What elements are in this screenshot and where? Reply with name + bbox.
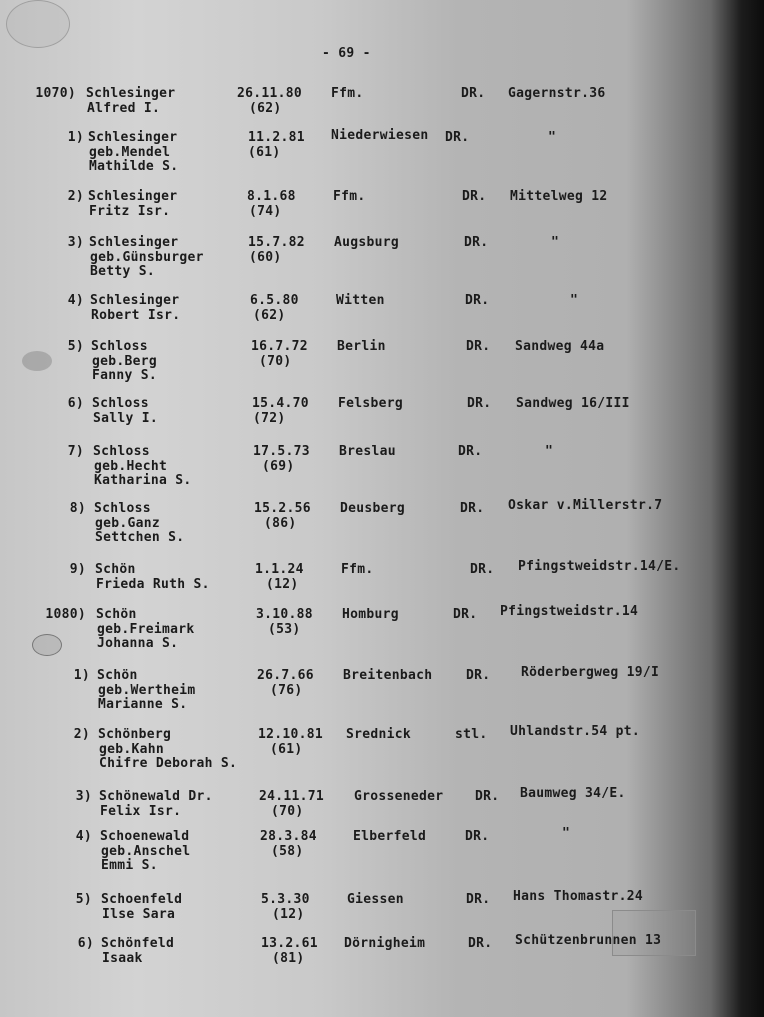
address: Pfingstweidstr.14/E. (518, 559, 681, 574)
status: DR. (468, 936, 493, 951)
birth-place: Niederwiesen (331, 128, 429, 143)
person-name-line: Schönfeld (101, 936, 175, 951)
age: (76) (270, 683, 303, 698)
person-name-line: Isaak (102, 951, 143, 966)
entry-number: 1) (73, 668, 90, 683)
entry-number: 3) (67, 235, 84, 250)
person-name-line: Schön (96, 607, 137, 622)
age: (74) (249, 204, 282, 219)
status: DR. (475, 789, 500, 804)
ink-blot-left-lower (32, 634, 62, 656)
person-name-line: Alfred I. (87, 101, 161, 116)
birth-place: Breitenbach (343, 668, 433, 683)
person-name-line: Schlesinger (89, 235, 179, 250)
person-name-line: Marianne S. (98, 697, 188, 712)
status: DR. (465, 829, 490, 844)
birth-place: Elberfeld (353, 829, 427, 844)
person-name-line: Schönewald Dr. (99, 789, 213, 804)
person-name-line: Schönberg (98, 727, 172, 742)
entry-number: 6) (77, 936, 94, 951)
address: Röderbergweg 19/I (521, 665, 660, 680)
entry-number: 4) (67, 293, 84, 308)
person-name-line: Schoenfeld (101, 892, 183, 907)
birth-place: Grosseneder (354, 789, 444, 804)
person-name-line: Emmi S. (101, 858, 158, 873)
birth-date: 3.10.88 (256, 607, 313, 622)
person-name-line: Settchen S. (95, 530, 185, 545)
status: DR. (467, 396, 492, 411)
entry-number: 8) (69, 501, 86, 516)
person-name-line: geb.Kahn (99, 742, 165, 757)
birth-place: Witten (336, 293, 385, 308)
birth-place: Breslau (339, 444, 396, 459)
birth-date: 12.10.81 (258, 727, 324, 742)
person-name-line: Mathilde S. (89, 159, 179, 174)
person-name-line: Ilse Sara (102, 907, 176, 922)
status: DR. (466, 668, 491, 683)
person-name-line: Sally I. (93, 411, 159, 426)
age: (60) (249, 250, 282, 265)
person-name-line: Schlesinger (90, 293, 180, 308)
person-name-line: geb.Mendel (89, 145, 171, 160)
birth-place: Felsberg (338, 396, 404, 411)
birth-date: 8.1.68 (247, 189, 296, 204)
status: DR. (461, 86, 486, 101)
entry-number: 6) (67, 396, 84, 411)
address: Baumweg 34/E. (520, 786, 626, 801)
birth-place: Ffm. (333, 189, 366, 204)
status: stl. (455, 727, 488, 742)
address: " (562, 826, 571, 841)
age: (61) (270, 742, 303, 757)
person-name-line: geb.Ganz (95, 516, 161, 531)
status: DR. (462, 189, 487, 204)
person-name-line: Chifre Deborah S. (99, 756, 238, 771)
person-name-line: Betty S. (90, 264, 156, 279)
person-name-line: Fritz Isr. (89, 204, 171, 219)
person-name-line: geb.Wertheim (98, 683, 196, 698)
entry-number: 9) (69, 562, 86, 577)
status: DR. (458, 444, 483, 459)
age: (86) (264, 516, 297, 531)
birth-place: Srednick (346, 727, 412, 742)
birth-place: Deusberg (340, 501, 406, 516)
person-name-line: geb.Hecht (94, 459, 168, 474)
birth-date: 5.3.30 (261, 892, 310, 907)
birth-place: Ffm. (331, 86, 364, 101)
person-name-line: Robert Isr. (91, 308, 181, 323)
status: DR. (464, 235, 489, 250)
age: (70) (259, 354, 292, 369)
birth-date: 6.5.80 (250, 293, 299, 308)
person-name-line: Schlesinger (88, 189, 178, 204)
person-name-line: Schloss (94, 501, 151, 516)
entry-number: 5) (67, 339, 84, 354)
birth-date: 13.2.61 (261, 936, 318, 951)
age: (61) (248, 145, 281, 160)
status: DR. (470, 562, 495, 577)
birth-date: 28.3.84 (260, 829, 317, 844)
entry-number: 7) (67, 444, 84, 459)
person-name-line: Schön (95, 562, 136, 577)
birth-date: 16.7.72 (251, 339, 308, 354)
birth-date: 1.1.24 (255, 562, 304, 577)
birth-date: 15.4.70 (252, 396, 309, 411)
age: (58) (271, 844, 304, 859)
birth-place: Ffm. (341, 562, 374, 577)
status: DR. (466, 892, 491, 907)
person-name-line: Schloss (93, 444, 150, 459)
address: Schützenbrunnen 13 (515, 933, 662, 948)
birth-date: 15.2.56 (254, 501, 311, 516)
entry-number: 1070) (35, 86, 76, 101)
person-name-line: Schön (97, 668, 138, 683)
status: DR. (466, 339, 491, 354)
entry-number: 2) (67, 189, 84, 204)
age: (72) (253, 411, 286, 426)
age: (69) (262, 459, 295, 474)
address: Gagernstr.36 (508, 86, 606, 101)
person-name-line: geb.Freimark (97, 622, 195, 637)
address: Hans Thomastr.24 (513, 889, 644, 904)
person-name-line: geb.Berg (92, 354, 158, 369)
birth-place: Homburg (342, 607, 399, 622)
birth-date: 17.5.73 (253, 444, 310, 459)
address: Pfingstweidstr.14 (500, 604, 639, 619)
address: " (548, 130, 557, 145)
person-name-line: Johanna S. (97, 636, 179, 651)
person-name-line: Felix Isr. (100, 804, 182, 819)
status: DR. (460, 501, 485, 516)
birth-place: Dörnigheim (344, 936, 426, 951)
status: DR. (445, 130, 470, 145)
ink-stain-top-left (6, 0, 70, 48)
person-name-line: Schloss (92, 396, 149, 411)
age: (12) (272, 907, 305, 922)
entry-number: 3) (75, 789, 92, 804)
birth-place: Augsburg (334, 235, 400, 250)
age: (12) (266, 577, 299, 592)
age: (70) (271, 804, 304, 819)
entry-number: 2) (73, 727, 90, 742)
age: (62) (253, 308, 286, 323)
person-name-line: Schlesinger (88, 130, 178, 145)
status: DR. (453, 607, 478, 622)
birth-date: 26.7.66 (257, 668, 314, 683)
person-name-line: geb.Günsburger (90, 250, 204, 265)
age: (53) (268, 622, 301, 637)
address: Mittelweg 12 (510, 189, 608, 204)
birth-place: Giessen (347, 892, 404, 907)
birth-date: 26.11.80 (237, 86, 303, 101)
age: (81) (272, 951, 305, 966)
birth-date: 24.11.71 (259, 789, 325, 804)
entry-number: 1080) (45, 607, 86, 622)
person-name-line: Frieda Ruth S. (96, 577, 210, 592)
person-name-line: Schloss (91, 339, 148, 354)
address: Oskar v.Millerstr.7 (508, 498, 663, 513)
person-name-line: Katharina S. (94, 473, 192, 488)
address: " (551, 235, 560, 250)
address: " (545, 444, 554, 459)
ink-blot-left (22, 351, 52, 371)
person-name-line: Schlesinger (86, 86, 176, 101)
birth-date: 11.2.81 (248, 130, 305, 145)
address: Sandweg 44a (515, 339, 605, 354)
birth-place: Berlin (337, 339, 386, 354)
address: Sandweg 16/III (516, 396, 630, 411)
page-number: - 69 - (322, 46, 371, 61)
person-name-line: Schoenewald (100, 829, 190, 844)
status: DR. (465, 293, 490, 308)
person-name-line: geb.Anschel (101, 844, 191, 859)
entry-number: 4) (75, 829, 92, 844)
person-name-line: Fanny S. (92, 368, 158, 383)
entry-number: 1) (67, 130, 84, 145)
address: " (570, 293, 579, 308)
age: (62) (249, 101, 282, 116)
entry-number: 5) (75, 892, 92, 907)
birth-date: 15.7.82 (248, 235, 305, 250)
address: Uhlandstr.54 pt. (510, 724, 641, 739)
